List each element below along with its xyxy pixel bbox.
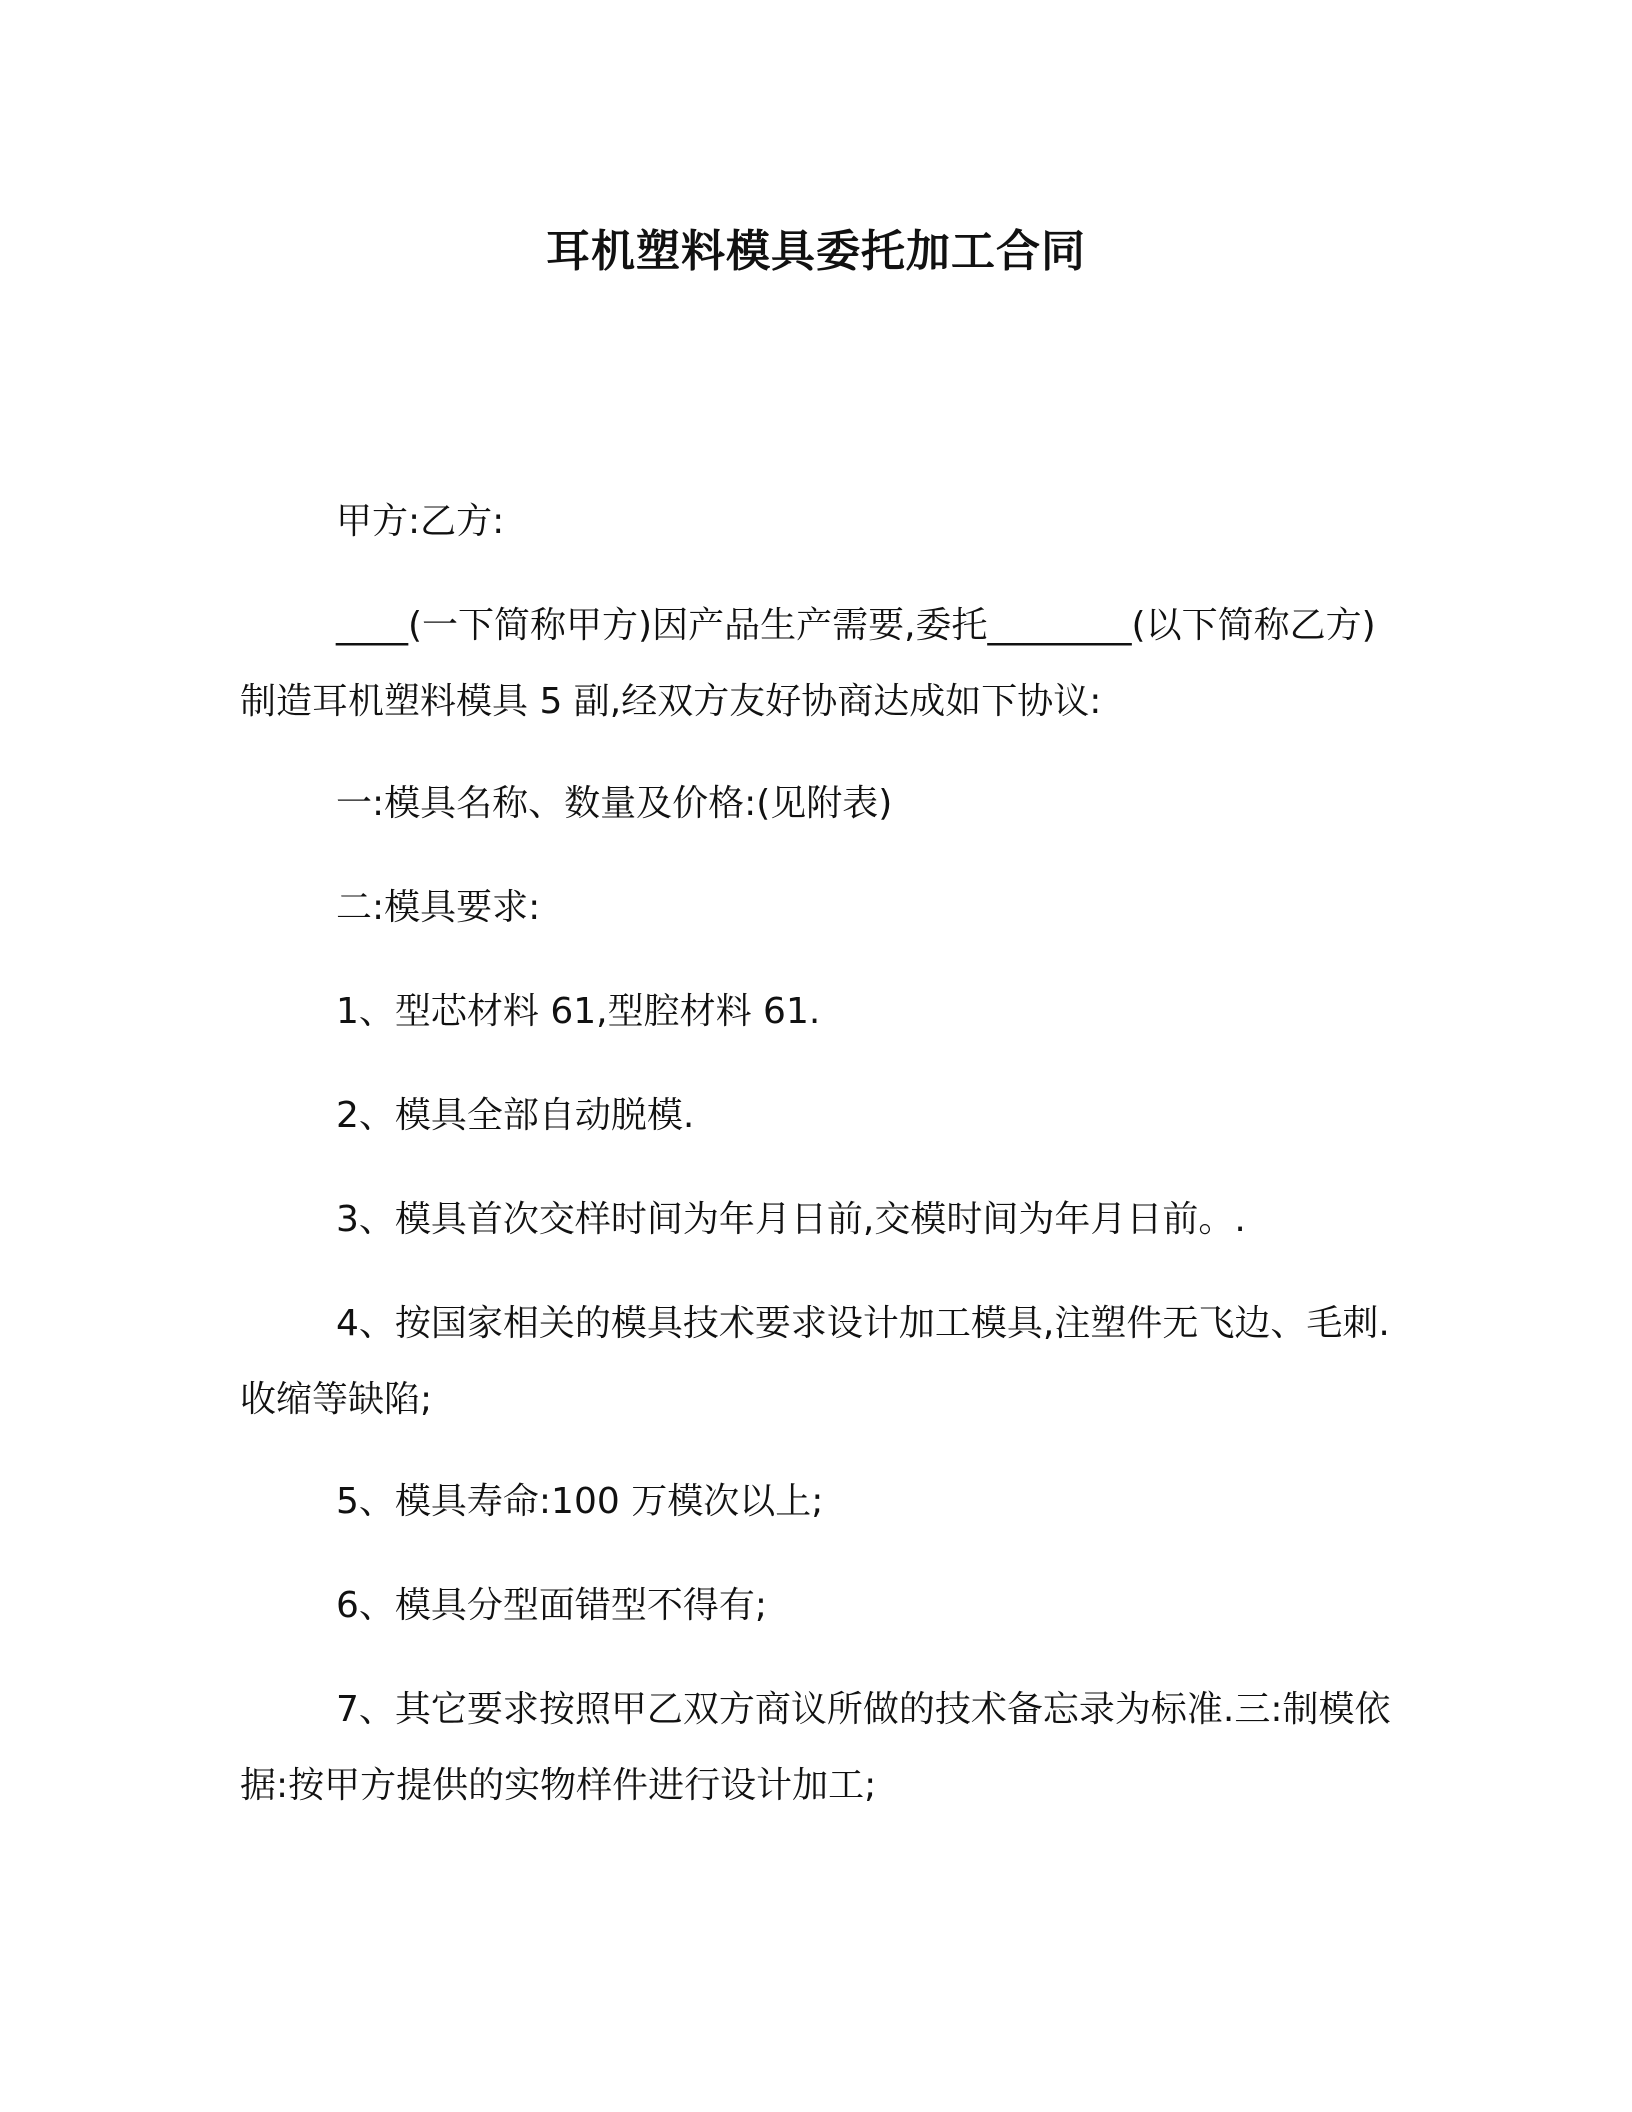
document-title: 耳机塑料模具委托加工合同 — [546, 226, 1086, 277]
section-two: 二:模具要求: — [336, 887, 541, 928]
intro-paragraph: ____(一下简称甲方)因产品生产需要,委托________(以下简称乙方)制造耳机塑料模具 5 副,经双方友好协商达成如下协议: — [240, 605, 1376, 722]
requirement-item-1: 1、型芯材料 61,型腔材料 61. — [336, 991, 821, 1032]
requirement-item-2: 2、模具全部自动脱模. — [336, 1095, 695, 1136]
section-one: 一:模具名称、数量及价格:(见附表) — [336, 783, 893, 824]
requirement-item-4: 4、按国家相关的模具技术要求设计加工模具,注塑件无飞边、毛刺.收缩等缺陷; — [240, 1303, 1390, 1420]
requirement-item-5: 5、模具寿命:100 万模次以上; — [336, 1481, 824, 1522]
requirement-item-3: 3、模具首次交样时间为年月日前,交模时间为年月日前。. — [336, 1199, 1246, 1240]
party-line: 甲方:乙方: — [336, 501, 505, 542]
requirement-item-6: 6、模具分型面错型不得有; — [336, 1585, 768, 1626]
requirement-item-7: 7、其它要求按照甲乙双方商议所做的技术备忘录为标准.三:制模依据:按甲方提供的实物样件进行设计加工; — [240, 1689, 1391, 1806]
